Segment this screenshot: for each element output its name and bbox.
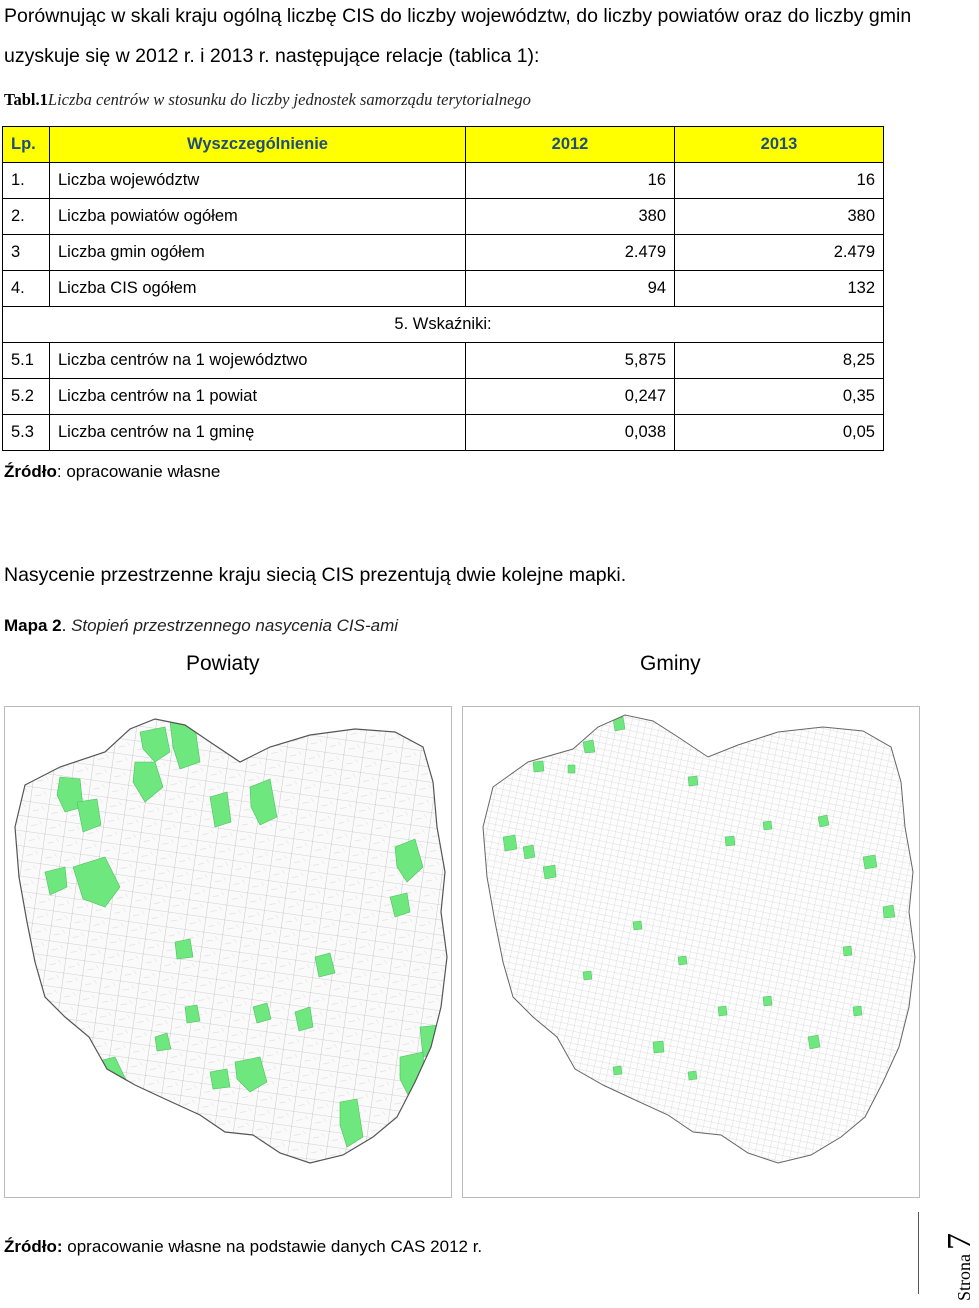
section-row [3,307,884,343]
section-label: 5. Wskaźniki: [3,307,884,343]
map-powiaty-graphic [5,707,451,1197]
table-row [3,235,884,271]
page-word: Strona [954,1254,974,1301]
row-value-2013: 16 [675,163,884,199]
row-value-2012: 0,247 [466,379,675,415]
row-lp: 1. [3,163,50,199]
source-note-maps [4,1237,482,1257]
row-value-2013: 0,05 [675,415,884,451]
header-2012: 2012 [466,127,675,163]
header-description: Wyszczególnienie [50,127,466,163]
table-row [3,199,884,235]
table-row [3,415,884,451]
row-value-2013: 2.479 [675,235,884,271]
row-description: Liczba CIS ogółem [50,271,466,307]
map-title-gminy: Gminy [640,652,701,675]
map-powiaty [4,706,452,1198]
row-value-2012: 380 [466,199,675,235]
table-row [3,271,884,307]
row-description: Liczba gmin ogółem [50,235,466,271]
map-gminy-graphic [463,707,919,1197]
row-lp: 2. [3,199,50,235]
row-value-2013: 132 [675,271,884,307]
row-lp: 5.3 [3,415,50,451]
map-caption: Mapa 2. Stopień przestrzennego nasycenia CIS-ami [4,616,399,635]
row-description: Liczba powiatów ogółem [50,199,466,235]
row-lp: 5.2 [3,379,50,415]
row-value-2013: 8,25 [675,343,884,379]
row-lp: 3 [3,235,50,271]
intro-paragraph: Porównując w skali kraju ogólną liczbę CIS do liczby województw, do liczby powiatów oraz do liczby gmin uzyskuje się w 2012 r. i 2013 r. następujące relacje (tablica 1): [4,5,912,67]
source-text: opracowanie własne na podstawie danych CAS 2012 r. [62,1237,483,1256]
source-text: : opracowanie własne [56,462,221,481]
table-row [3,379,884,415]
source-label: Źródło [4,462,57,481]
map-gminy [462,706,920,1198]
row-value-2013: 0,35 [675,379,884,415]
row-value-2012: 5,875 [466,343,675,379]
row-description: Liczba centrów na 1 powiat [50,379,466,415]
source-note [4,462,220,482]
header-lp: Lp. [3,127,50,163]
row-value-2012: 16 [466,163,675,199]
table-header-row [3,127,884,163]
map-caption-label: Mapa 2 [4,616,62,635]
row-value-2012: 94 [466,271,675,307]
map-caption-title: Stopień przestrzennego nasycenia CIS-ami [71,616,399,635]
row-value-2012: 2.479 [466,235,675,271]
map-title-powiaty: Powiaty [186,652,260,675]
maps-paragraph: Nasycenie przestrzenne kraju siecią CIS prezentują dwie kolejne mapki. [4,564,627,586]
row-description: Liczba województw [50,163,466,199]
header-2013: 2013 [675,127,884,163]
row-lp: 4. [3,271,50,307]
table-caption [4,90,531,110]
row-description: Liczba centrów na 1 gminę [50,415,466,451]
row-value-2012: 0,038 [466,415,675,451]
table-row [3,163,884,199]
table-row [3,343,884,379]
row-value-2013: 380 [675,199,884,235]
table-caption-title: Liczba centrów w stosunku do liczby jednostek samorządu terytorialnego [47,90,531,109]
source-label: Źródło: [4,1237,63,1256]
row-lp: 5.1 [3,343,50,379]
page-number-footer [918,1212,978,1301]
data-table [2,126,884,451]
table-caption-label: Tabl.1 [4,90,48,109]
page-number: 7 [941,1233,978,1250]
row-description: Liczba centrów na 1 województwo [50,343,466,379]
